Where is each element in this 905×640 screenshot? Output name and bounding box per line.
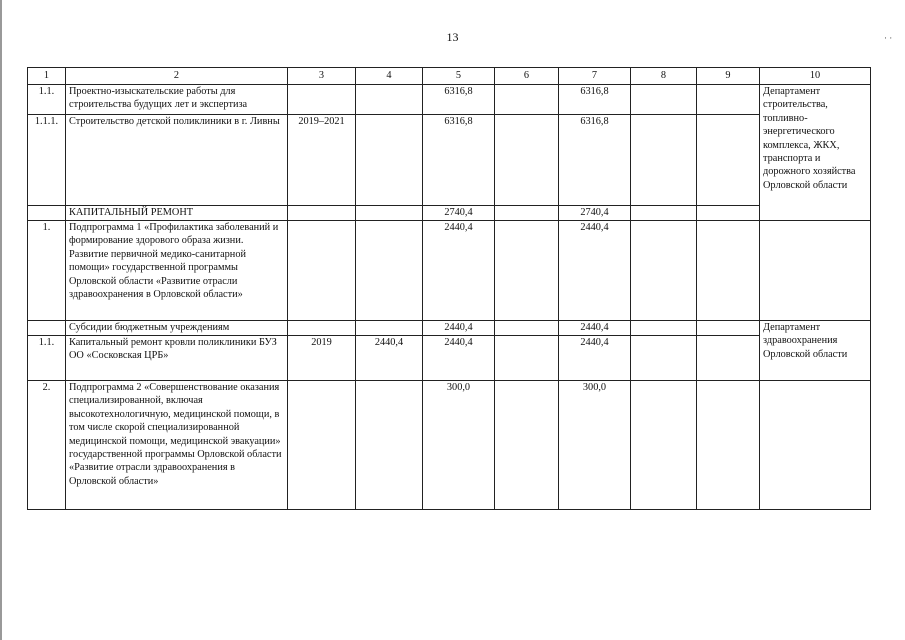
row-col6 bbox=[495, 336, 559, 381]
header-cell: 9 bbox=[697, 68, 760, 85]
row-number: 1.1. bbox=[28, 336, 66, 381]
row-col8 bbox=[631, 206, 697, 221]
row-col4 bbox=[356, 115, 423, 206]
row-period: 2019–2021 bbox=[288, 115, 356, 206]
corner-mark: · · bbox=[884, 33, 893, 43]
header-cell: 10 bbox=[760, 68, 871, 85]
row-period bbox=[288, 206, 356, 221]
row-col5: 2440,4 bbox=[423, 221, 495, 321]
row-col7: 6316,8 bbox=[559, 115, 631, 206]
table-row bbox=[28, 381, 871, 510]
header-cell: 2 bbox=[66, 68, 288, 85]
row-col4 bbox=[356, 381, 423, 510]
table-row bbox=[28, 115, 871, 206]
row-col4 bbox=[356, 85, 423, 115]
row-number: 1.1.1. bbox=[28, 115, 66, 206]
row-col8 bbox=[631, 221, 697, 321]
row-col7: 2440,4 bbox=[559, 336, 631, 381]
page-left-edge bbox=[0, 0, 2, 640]
row-col9 bbox=[697, 115, 760, 206]
row-col9 bbox=[697, 381, 760, 510]
row-col5: 2740,4 bbox=[423, 206, 495, 221]
row-col6 bbox=[495, 85, 559, 115]
header-cell: 4 bbox=[356, 68, 423, 85]
row-col4 bbox=[356, 221, 423, 321]
row-col8 bbox=[631, 115, 697, 206]
row-col5: 6316,8 bbox=[423, 85, 495, 115]
row-col4: 2440,4 bbox=[356, 336, 423, 381]
row-name: Проектно-изыскательские работы для строительства будущих лет и экспертиза bbox=[66, 85, 288, 115]
row-col7: 6316,8 bbox=[559, 85, 631, 115]
row-col8 bbox=[631, 321, 697, 336]
row-col8 bbox=[631, 381, 697, 510]
row-col7: 2440,4 bbox=[559, 321, 631, 336]
row-name: КАПИТАЛЬНЫЙ РЕМОНТ bbox=[66, 206, 288, 221]
row-col6 bbox=[495, 321, 559, 336]
row-col7: 300,0 bbox=[559, 381, 631, 510]
row-name: Строительство детской поликлиники в г. Ливны bbox=[66, 115, 288, 206]
row-col9 bbox=[697, 221, 760, 321]
header-cell: 8 bbox=[631, 68, 697, 85]
row-period: 2019 bbox=[288, 336, 356, 381]
table-row bbox=[28, 321, 871, 336]
table-row bbox=[28, 206, 871, 221]
row-period bbox=[288, 221, 356, 321]
row-col7: 2740,4 bbox=[559, 206, 631, 221]
row-col5: 300,0 bbox=[423, 381, 495, 510]
row-col8 bbox=[631, 85, 697, 115]
budget-table bbox=[27, 67, 871, 510]
table-row bbox=[28, 336, 871, 381]
row-col7: 2440,4 bbox=[559, 221, 631, 321]
row-col4 bbox=[356, 321, 423, 336]
row-name: Подпрограмма 1 «Профилактика заболеваний и формирование здорового образа жизни. Развитие первичной медико-санитарной помощи» государственной программы Орловской области «Развитие отрасли здравоохранения в Орловской области» bbox=[66, 221, 288, 321]
row-col5: 2440,4 bbox=[423, 321, 495, 336]
header-cell: 6 bbox=[495, 68, 559, 85]
row-period bbox=[288, 381, 356, 510]
row-col6 bbox=[495, 115, 559, 206]
table-row bbox=[28, 221, 871, 321]
header-cell: 1 bbox=[28, 68, 66, 85]
dept-empty-cell bbox=[760, 221, 871, 321]
row-name: Субсидии бюджетным учреждениям bbox=[66, 321, 288, 336]
row-number: 1.1. bbox=[28, 85, 66, 115]
row-col5: 6316,8 bbox=[423, 115, 495, 206]
row-col5: 2440,4 bbox=[423, 336, 495, 381]
dept-empty-cell bbox=[760, 381, 871, 510]
row-name: Подпрограмма 2 «Совершенствование оказания специализированной, включая высокотехнологичную, медицинской помощи, в том числе скорой специализированной медицинской помощи, медицинской эвакуации» государственной программы Орловской области «Развитие отрасли здравоохранения в Орловской области» bbox=[66, 381, 288, 510]
row-col9 bbox=[697, 321, 760, 336]
header-cell: 5 bbox=[423, 68, 495, 85]
row-number bbox=[28, 321, 66, 336]
header-cell: 3 bbox=[288, 68, 356, 85]
table-row bbox=[28, 85, 871, 115]
row-number: 2. bbox=[28, 381, 66, 510]
row-col9 bbox=[697, 336, 760, 381]
table-header-row bbox=[28, 68, 871, 85]
row-col9 bbox=[697, 206, 760, 221]
row-col9 bbox=[697, 85, 760, 115]
row-col8 bbox=[631, 336, 697, 381]
row-col6 bbox=[495, 206, 559, 221]
row-col6 bbox=[495, 381, 559, 510]
dept-construction: Департамент строительства, топливно-энергетического комплекса, ЖКХ, транспорта и дорожного хозяйства Орловской области bbox=[760, 85, 871, 221]
page-number: 13 bbox=[446, 30, 459, 44]
row-name: Капитальный ремонт кровли поликлиники БУЗ ОО «Сосковская ЦРБ» bbox=[66, 336, 288, 381]
row-period bbox=[288, 85, 356, 115]
row-number: 1. bbox=[28, 221, 66, 321]
row-number bbox=[28, 206, 66, 221]
row-col4 bbox=[356, 206, 423, 221]
dept-health: Департамент здравоохранения Орловской области bbox=[760, 321, 871, 381]
row-period bbox=[288, 321, 356, 336]
row-col6 bbox=[495, 221, 559, 321]
header-cell: 7 bbox=[559, 68, 631, 85]
